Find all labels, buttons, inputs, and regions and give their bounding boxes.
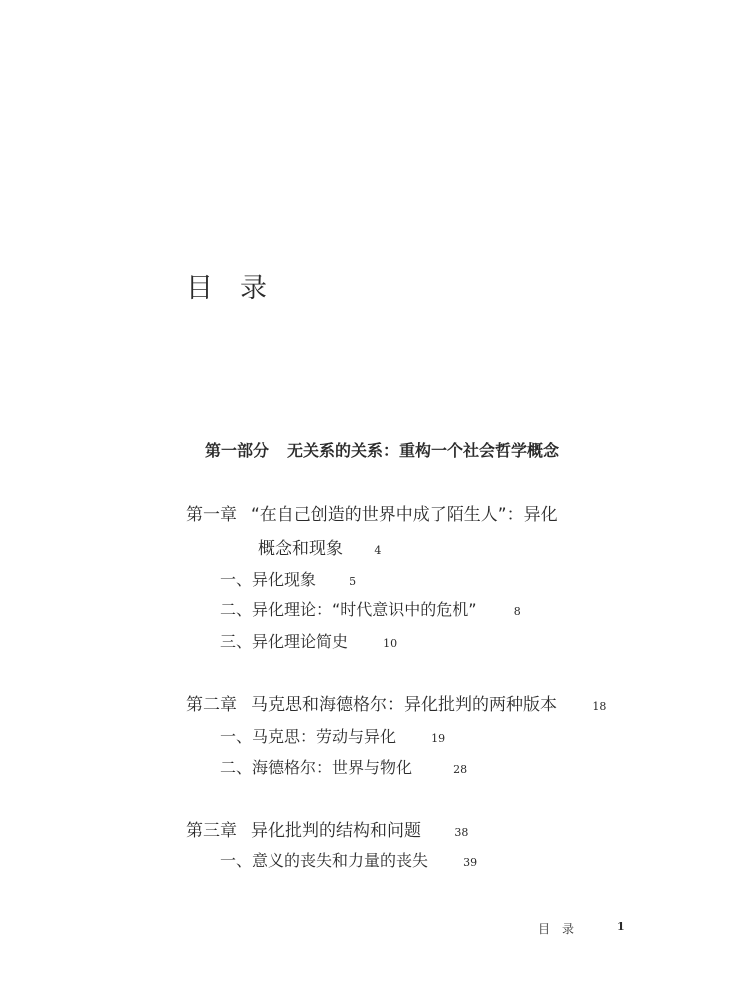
- section-title: 一、意义的丧失和力量的丧失: [220, 851, 429, 870]
- chapter-title-continued: 概念和现象: [258, 539, 343, 559]
- chapter-title: 异化批判的结构和问题: [251, 821, 421, 841]
- page-number: 5: [349, 575, 357, 588]
- section-title: 二、异化理论：“时代意识中的危机”: [220, 600, 477, 619]
- chapter-label: 第一章: [186, 505, 237, 525]
- page-title: 目 录: [186, 273, 267, 304]
- chapter-3-heading: [186, 816, 468, 841]
- chapter-label: 第二章: [186, 695, 237, 715]
- page-number: 8: [513, 605, 521, 618]
- chapter-2-heading: [186, 690, 606, 715]
- page-number: 38: [454, 826, 469, 839]
- toc-entry: [220, 629, 397, 652]
- page-number: 39: [463, 856, 478, 869]
- toc-entry: [220, 755, 467, 778]
- part-heading: [205, 438, 559, 461]
- part-label: 第一部分: [205, 441, 270, 460]
- footer-page-number: 1: [617, 920, 625, 933]
- page-number: 10: [383, 637, 398, 650]
- part-title: 无关系的关系：重构一个社会哲学概念: [287, 441, 560, 460]
- toc-entry: [220, 724, 445, 747]
- page-number: 18: [592, 700, 607, 713]
- section-title: 一、马克思：劳动与异化: [220, 727, 397, 746]
- section-title: 三、异化理论简史: [220, 632, 349, 651]
- chapter-title: “在自己创造的世界中成了陌生人”：异化: [251, 505, 558, 525]
- section-title: 二、海德格尔：世界与物化: [220, 758, 413, 777]
- toc-entry: [220, 848, 477, 871]
- chapter-1-heading: [186, 500, 558, 525]
- chapter-1-heading-continued: [258, 534, 381, 559]
- section-title: 一、异化现象: [220, 570, 317, 589]
- chapter-label: 第三章: [186, 821, 237, 841]
- page-number: 28: [453, 763, 468, 776]
- running-head: 目 录: [538, 922, 575, 936]
- chapter-title: 马克思和海德格尔：异化批判的两种版本: [251, 695, 557, 715]
- toc-entry: [220, 597, 521, 620]
- page-number: 4: [374, 544, 382, 557]
- page-number: 19: [431, 732, 446, 745]
- toc-entry: [220, 567, 356, 590]
